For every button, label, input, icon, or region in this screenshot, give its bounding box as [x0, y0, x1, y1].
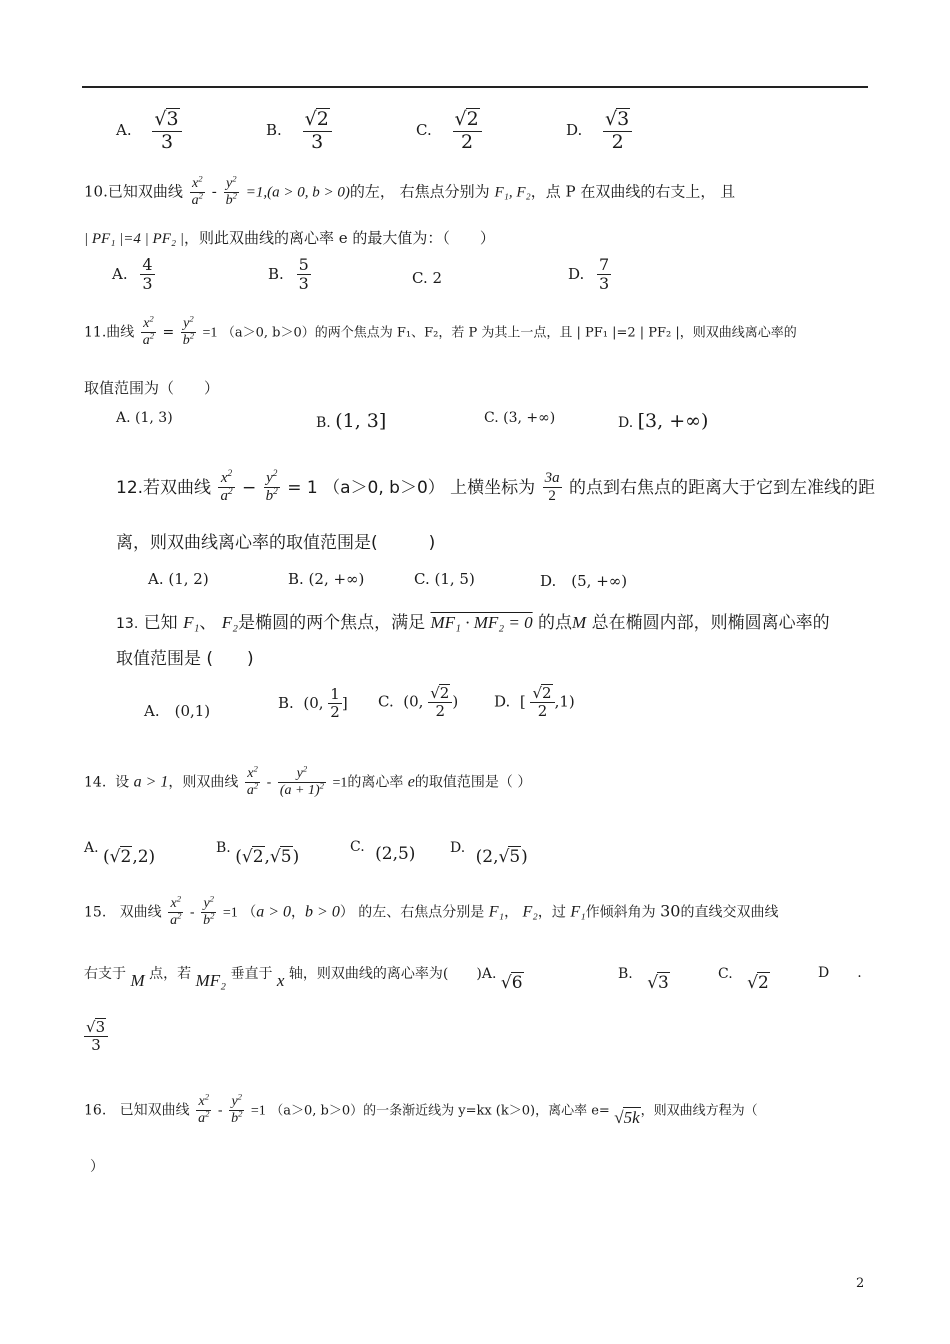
q13-option-a: A. (0,1) [144, 702, 211, 720]
q14-option-d: D. (2,√5) [450, 840, 528, 867]
q10-option-a: A. $\frac{4}{3}$ [112, 255, 153, 294]
q15-option-b: B. √3 [618, 966, 669, 993]
q15-option-c: C. √2 [718, 966, 769, 993]
q12-stem-line1: 12.若双曲线 $\frac{x^2}{a^2}$ − $\frac{y^2}{b^2}$ = 1 （a＞0, b＞0） 上横坐标为 $\frac{3a}{2}$ 的点到右焦点的距离大于它到左准线的距 [116, 468, 875, 505]
q10-option-b: B. $\frac{5}{3}$ [268, 255, 309, 294]
q11-option-b: B. (1, 3] [316, 410, 387, 432]
q16-stem-line2: ） [90, 1159, 104, 1175]
q11-option-d: D. [3, +∞) [618, 410, 709, 432]
q15-stem-line2: 右支于 M 点，若 MF₂ 垂直于 x 轴，则双曲线的离心率为( )A. √6 [84, 966, 523, 993]
q9-b-fraction: $\frac{√2}{3}$ [303, 108, 332, 154]
q16-stem-line1: 16. 已知双曲线 $\frac{x^2}{a^2}$ - $\frac{y^2}{b^2}$ =1 （a＞0, b＞0）的一条渐近线为 y=kx (k＞0)，离心率 e= √5k，则双曲线方程为（ [84, 1091, 758, 1127]
q11-option-a: A. (1, 3) [116, 410, 173, 426]
q14-stem: 14. 设 a > 1，则双曲线 $\frac{x^2}{a^2}$ - $\frac{y^2}{(a + 1)^2}$ =1的离心率 e的取值范围是（ ） [84, 763, 532, 799]
q9-a-fraction: $\frac{√3}{3}$ [152, 108, 181, 154]
q13-option-b: B. (0, $\frac{1}{2}$ ] [278, 685, 348, 722]
q15-option-d-value: $\frac{√3}{3}$ [84, 1018, 108, 1055]
q10-option-c: C. 2 [412, 269, 443, 287]
q10-stem-line2: | PF₁ |=4 | PF₂ |，则此双曲线的离心率 e 的最大值为：（ ） [84, 229, 495, 247]
q9-c-fraction: $\frac{√2}{2}$ [453, 108, 482, 154]
q15-option-d: D . [818, 965, 862, 981]
q13-option-d: D. [ $\frac{√2}{2}$ ,1) [494, 684, 575, 721]
q15-stem-line1: 15. 双曲线 $\frac{x^2}{a^2}$ - $\frac{y^2}{b^2}$ =1 （a > 0，b > 0） 的左、右焦点分别是 F₁， F₂，过 F₁作倾斜角为 30的直线交双曲线 [84, 893, 779, 929]
q12-option-a: A. (1, 2) [148, 570, 209, 588]
q13-stem-line1: 13. 已知 F₁、 F₂是椭圆的两个焦点，满足 MF₁ · MF₂ = 0 的点M 总在椭圆内部，则椭圆离心率的 [116, 613, 830, 633]
q9-option-b: B. $\frac{√2}{3}$ [266, 108, 334, 154]
q12-option-c: C. (1, 5) [414, 570, 475, 588]
q9-option-d: D. $\frac{√3}{2}$ [566, 108, 634, 154]
q14-option-c: C. (2,5) [350, 839, 416, 864]
q13-stem-line2: 取值范围是 ( ) [116, 649, 254, 669]
q9-d-fraction: $\frac{√3}{2}$ [603, 108, 632, 154]
header-rule [82, 86, 868, 88]
q11-stem-line1: 11.曲线 $\frac{x^2}{a^2}$ = $\frac{y^2}{b^2}$ =1 （a＞0, b＞0）的两个焦点为 F₁、F₂，若 P 为其上一点，且 | PF₁ |=2 | PF₂ |，则双曲线离心率的 [84, 313, 797, 349]
q11-stem-line2: 取值范围为（ ） [84, 379, 220, 397]
q10-option-d: D. $\frac{7}{3}$ [568, 255, 610, 294]
q11-option-c: C. (3, +∞) [484, 410, 556, 426]
q9-option-c: C. $\frac{√2}{2}$ [416, 108, 484, 154]
q9-option-a: A. $\frac{√3}{3}$ [116, 108, 184, 154]
q12-stem-line2: 离，则双曲线离心率的取值范围是( ) [116, 533, 436, 553]
q13-option-c: C. (0, $\frac{√2}{2}$ ) [378, 684, 459, 721]
page-number: 2 [856, 1276, 865, 1291]
q10-stem-line1: 10.已知双曲线 $\frac{x^2}{a^2}$ - $\frac{y^2}{b^2}$ =1,(a > 0, b > 0)的左， 右焦点分别为 F₁, F₂，点 P 在双曲线的右支上， 且 [84, 173, 736, 209]
q12-option-b: B. (2, +∞) [288, 570, 365, 588]
q12-option-d: D. (5, +∞) [540, 572, 628, 590]
q14-option-b: B. (√2,√5) [216, 840, 300, 867]
q14-option-a: A. (√2,2) [84, 840, 156, 867]
